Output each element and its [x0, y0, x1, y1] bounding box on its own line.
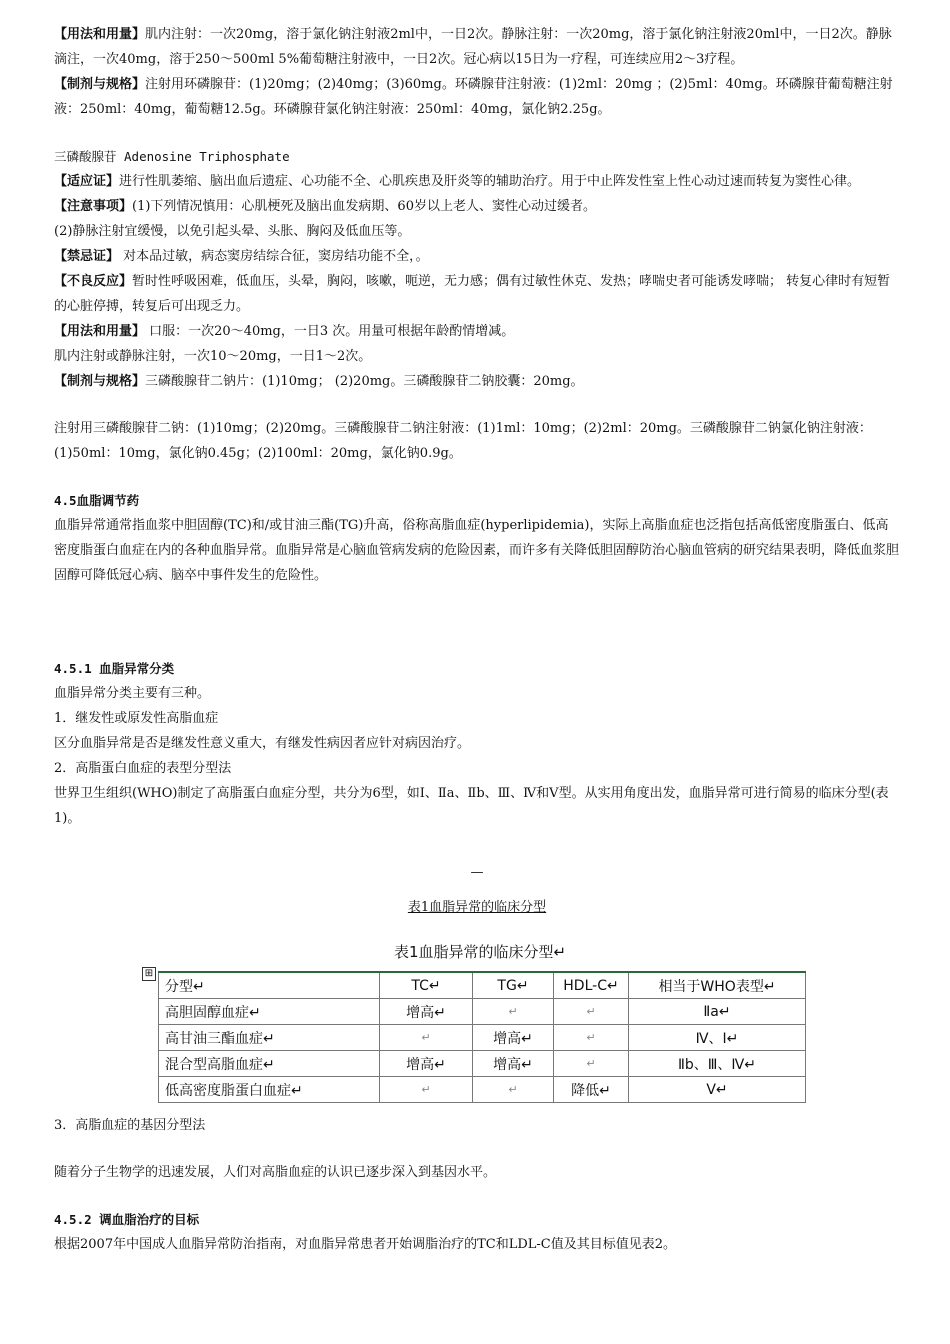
genotype-text: 随着分子生物学的迅速发展，人们对高脂血症的认识已逐步深入到基因水平。	[54, 1165, 497, 1180]
table-cell: 增高↵	[473, 1025, 554, 1051]
indication-paragraph	[54, 169, 900, 194]
usage-paragraph	[54, 22, 900, 72]
table-image	[54, 941, 900, 1113]
table-cell: 降低↵	[554, 1077, 629, 1103]
drug-title: 三磷酸腺苷 Adenosine Triphosphate	[54, 149, 290, 164]
form-text: 注射用环磷腺苷：(1)20mg；(2)40mg；(3)60mg。环磷腺苷注射液：(1)2ml：20mg ；(2)5ml：40mg。环磷腺苷葡萄糖注射液：250ml：40mg，葡萄糖12.5g。环磷腺苷氯化钠注射液：250ml：40mg，氯化钠2.25g。	[54, 77, 893, 117]
table-caption: 表1血脂异常的临床分型	[407, 900, 547, 915]
table-cell: 高胆固醇血症↵	[159, 999, 380, 1025]
caution-paragraph-2: (2)静脉注射宜缓慢，以免引起头晕、头胀、胸闷及低血压等。	[54, 224, 411, 239]
atp-form-label: 【制剂与规格】	[54, 374, 146, 389]
atp-usage-label: 【用法和用量】	[54, 324, 146, 339]
table-cell: ↵	[380, 1025, 473, 1051]
table-cell: ↵	[554, 1025, 629, 1051]
header-type: 分型↵	[159, 972, 380, 999]
usage-label: 【用法和用量】	[54, 27, 146, 42]
table-cell: 增高↵	[473, 1051, 554, 1077]
atp-usage-text: 口服：一次20～40mg，一日3 次。用量可根据年龄酌情增减。	[145, 324, 515, 339]
table-cell: Ⅱb、Ⅲ、Ⅳ↵	[629, 1051, 806, 1077]
atp-form-paragraph	[54, 369, 900, 394]
table-row	[159, 999, 806, 1025]
indication-label: 【适应证】	[54, 174, 120, 189]
table-row	[159, 1077, 806, 1103]
genotype-heading: 3．高脂血症的基因分型法	[54, 1118, 206, 1133]
table-cell: 高甘油三酯血症↵	[159, 1025, 380, 1051]
classification-line-2: 1．继发性或原发性高脂血症	[54, 711, 219, 726]
contra-text: 对本品过敏，病态窦房结综合征，窦房结功能不全，。	[119, 249, 429, 264]
section-4-5-2-text: 根据2007年中国成人血脂异常防治指南，对血脂异常患者开始调脂治疗的TC和LDL-C值及其目标值见表2。	[54, 1237, 677, 1252]
table-cell: Ⅴ↵	[629, 1077, 806, 1103]
table-title: 表1血脂异常的临床分型↵	[394, 943, 567, 961]
atp-usage-paragraph-2: 肌内注射或静脉注射，一次10～20mg，一日1～2次。	[54, 349, 372, 364]
caution-text: (1)下列情况慎用：心肌梗死及脑出血发病期、60岁以上老人、窦性心动过缓者。	[132, 199, 596, 214]
atp-usage-paragraph	[54, 319, 900, 344]
section-4-5-2-title: 4.5.2 调血脂治疗的目标	[54, 1212, 200, 1227]
table-cell: ↵	[380, 1077, 473, 1103]
header-tg: TG↵	[473, 972, 554, 999]
indication-text: 进行性肌萎缩、脑出血后遗症、心功能不全、心肌疾患及肝炎等的辅助治疗。用于中止阵发性室上性心动过速而转复为窦性心律。	[119, 174, 861, 189]
header-who: 相当于WHO表型↵	[629, 972, 806, 999]
document-page	[54, 22, 900, 1257]
usage-text: 肌内注射：一次20mg，溶于氯化钠注射液2ml中，一日2次。静脉注射：一次20mg，溶于氯化钠注射液20ml中，一日2次。静脉滴注，一次40mg，溶于250～500ml 5%葡萄糖注射液中，一日2次。冠心病以15日为一疗程，可连续应用2～3疗程。	[54, 27, 892, 67]
table-cell: 增高↵	[380, 999, 473, 1025]
form-label: 【制剂与规格】	[54, 77, 146, 92]
adverse-label: 【不良反应】	[54, 274, 133, 289]
lipid-classification-table	[158, 971, 806, 1103]
table-anchor-icon[interactable]: ⊞	[142, 967, 156, 981]
table-cell: 低高密度脂蛋白血症↵	[159, 1077, 380, 1103]
table-cell: 混合型高脂血症↵	[159, 1051, 380, 1077]
table-cell: ↵	[473, 1077, 554, 1103]
table-header-row	[159, 972, 806, 999]
section-4-5-title: 4.5血脂调节药	[54, 493, 140, 508]
section-4-5-1-title: 4.5.1 血脂异常分类	[54, 661, 175, 676]
table-cell: Ⅳ、Ⅰ↵	[629, 1025, 806, 1051]
dash-separator: —	[470, 865, 484, 880]
table-row	[159, 1025, 806, 1051]
table-cell: ↵	[554, 1051, 629, 1077]
table-cell: ↵	[473, 999, 554, 1025]
header-hdl: HDL-C↵	[554, 972, 629, 999]
table-cell: ↵	[554, 999, 629, 1025]
header-tc: TC↵	[380, 972, 473, 999]
atp-form-text: 三磷酸腺苷二钠片：(1)10mg； (2)20mg。三磷酸腺苷二钠胶囊：20mg。	[145, 374, 584, 389]
contra-paragraph	[54, 244, 900, 269]
classification-line-3: 区分血脂异常是否是继发性意义重大，有继发性病因者应针对病因治疗。	[54, 736, 471, 751]
adverse-paragraph	[54, 269, 900, 319]
classification-line-5: 世界卫生组织(WHO)制定了高脂蛋白血症分型，共分为6型，如Ⅰ、Ⅱa、Ⅱb、Ⅲ、Ⅳ和Ⅴ型。从实用角度出发，血脂异常可进行简易的临床分型(表1)。	[54, 786, 889, 826]
form-paragraph	[54, 72, 900, 122]
contra-label: 【禁忌证】	[54, 249, 120, 264]
classification-line-1: 血脂异常分类主要有三种。	[54, 686, 211, 701]
caution-label: 【注意事项】	[54, 199, 133, 214]
section-4-5-text: 血脂异常通常指血浆中胆固醇(TC)和/或甘油三酯(TG)升高，俗称高脂血症(hyperlipidemia)，实际上高脂血症也泛指包括高低密度脂蛋白、低高密度脂蛋白血症在内的各种血脂异常。血脂异常是心脑血管病发病的危险因素，而许多有关降低胆固醇防治心脑血管病的研究结果表明，降低血浆胆固醇可降低冠心病、脑卒中事件发生的危险性。	[54, 518, 900, 583]
table-cell: 增高↵	[380, 1051, 473, 1077]
table-cell: Ⅱa↵	[629, 999, 806, 1025]
adverse-text: 暂时性呼吸困难，低血压，头晕，胸闷，咳嗽，呃逆，无力感；偶有过敏性休克、发热；哮喘史者可能诱发哮喘； 转复心律时有短暂的心脏停搏，转复后可出现乏力。	[54, 274, 891, 314]
table-row	[159, 1051, 806, 1077]
caution-paragraph	[54, 194, 900, 219]
classification-line-4: 2．高脂蛋白血症的表型分型法	[54, 761, 232, 776]
atp-form-paragraph-2: 注射用三磷酸腺苷二钠：(1)10mg；(2)20mg。三磷酸腺苷二钠注射液：(1)1ml：10mg；(2)2ml：20mg。三磷酸腺苷二钠氯化钠注射液：(1)50ml：10mg，氯化钠0.45g；(2)100ml：20mg，氯化钠0.9g。	[54, 421, 872, 461]
